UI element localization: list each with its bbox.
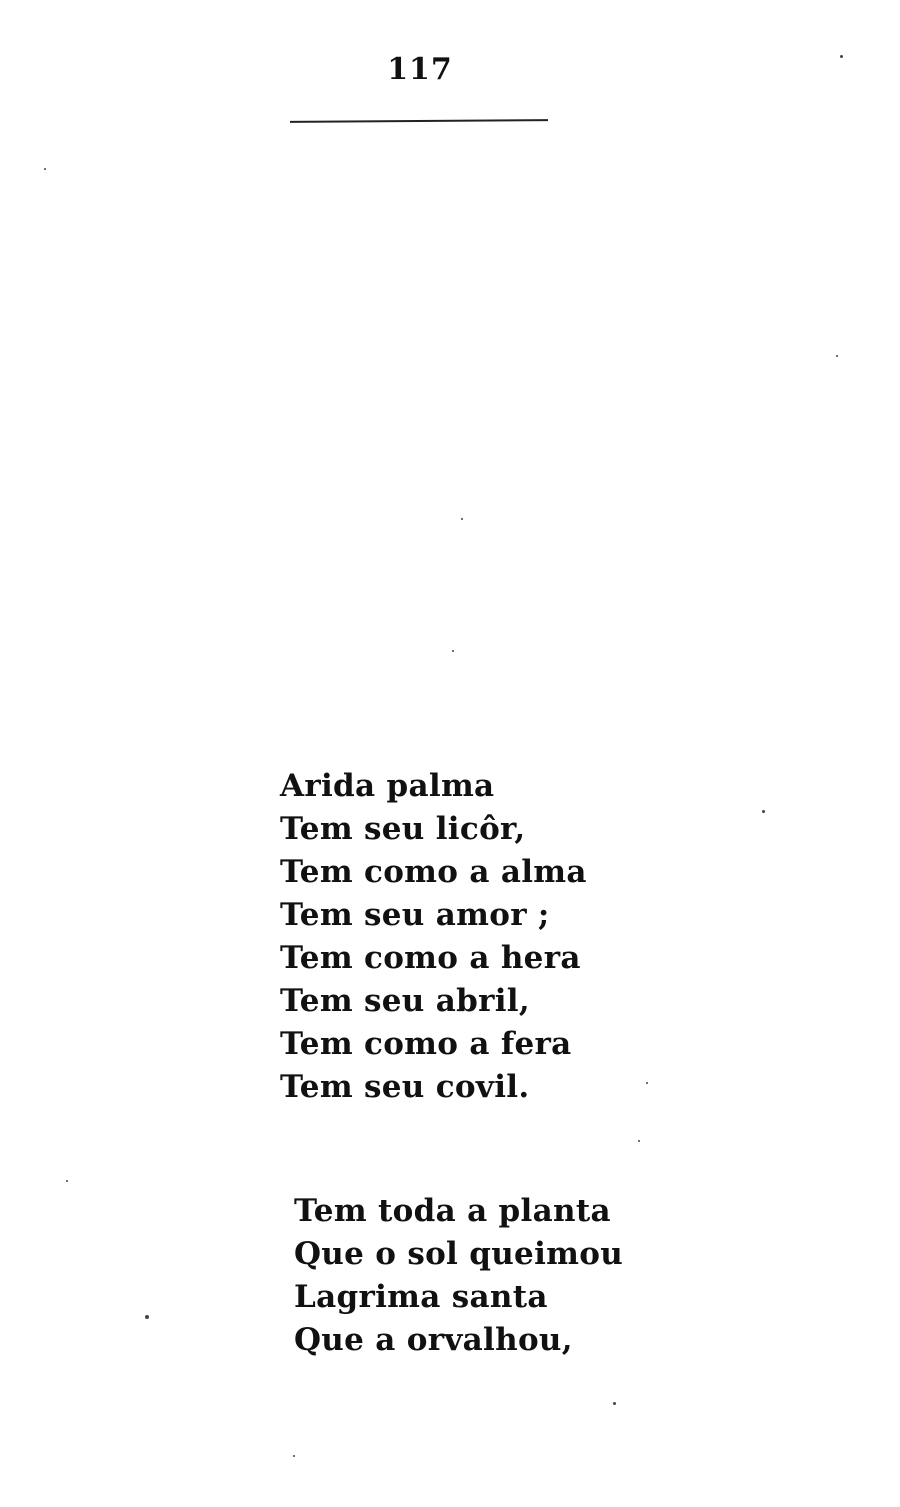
poem-line: Que o sol queimou xyxy=(294,1236,624,1272)
scan-speck xyxy=(638,1140,640,1142)
scan-speck xyxy=(836,355,838,357)
scan-speck xyxy=(452,650,454,652)
scan-speck xyxy=(613,1402,616,1405)
poem-line: Tem como a fera xyxy=(280,1026,572,1062)
stanza-2 xyxy=(294,1190,623,1362)
page-number: 117 xyxy=(387,52,453,87)
scan-speck xyxy=(762,810,765,813)
scan-speck xyxy=(293,1455,295,1457)
poem-line: Que a orvalhou, xyxy=(294,1322,573,1358)
scan-speck xyxy=(461,518,463,520)
stanza-1 xyxy=(280,765,587,1109)
poem-line: Tem seu covil. xyxy=(280,1069,530,1105)
poem-line: Arida palma xyxy=(280,768,495,804)
header-rule xyxy=(290,119,548,123)
scan-speck xyxy=(840,55,843,58)
poem-line: Tem toda a planta xyxy=(294,1193,611,1229)
poem-line: Lagrima santa xyxy=(294,1279,548,1315)
scan-speck xyxy=(145,1315,149,1319)
scan-speck xyxy=(44,168,46,170)
poem-line: Tem seu licôr, xyxy=(280,811,526,847)
scan-speck xyxy=(646,1082,648,1084)
poem-line: Tem como a hera xyxy=(280,940,581,976)
poem-line: Tem como a alma xyxy=(280,854,587,890)
poem-line: Tem seu amor ; xyxy=(280,897,550,933)
scan-speck xyxy=(66,1180,68,1182)
poem-line: Tem seu abril, xyxy=(280,983,530,1019)
